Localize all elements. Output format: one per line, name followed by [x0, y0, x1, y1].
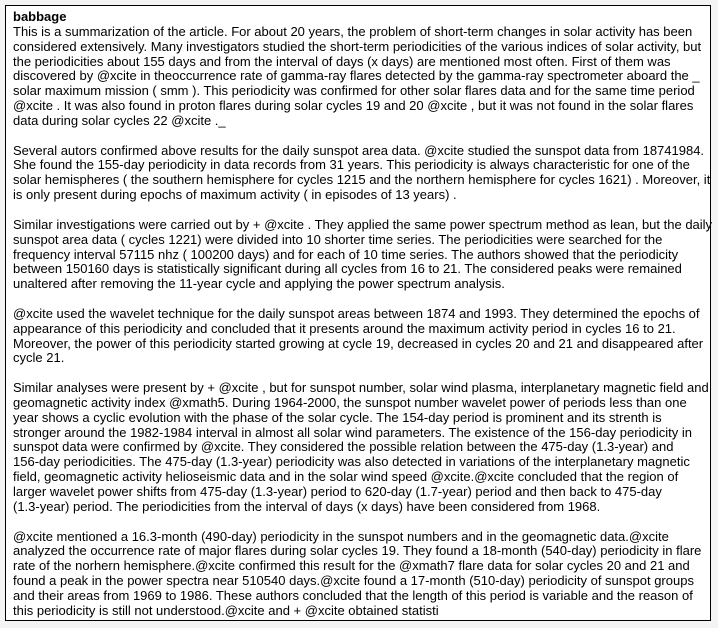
document-title: babbage	[13, 9, 67, 24]
text-line: 156-day periodicities. The 475-day (1.3-year) periodicity was also detected in variations of the interplanetary magnetic	[13, 454, 690, 470]
text-line: solar maximum mission ( smm ). This periodicity was confirmed for other solar flares data and for the same time period	[13, 83, 695, 99]
text-line: between 150160 days is statistically significant during all cycles from 16 to 21. The considered peaks were remained	[13, 261, 682, 277]
text-line: geomagnetic activity index @xmath5. During 1964-2000, the sunspot number wavelet power of periods less than one	[13, 394, 687, 410]
text-line: (1.3-year) period. The periodicities from the interval of days (x days) have been considered from 1968.	[13, 498, 601, 514]
paragraph-5	[13, 381, 710, 515]
text-line: stronger around the 1982-1984 interval in almost all solar wind parameters. The existence of the 156-day periodicity in	[13, 424, 693, 440]
text-line: the periodicities about 155 days and from the interval of days (x days) are mentioned most often. First of them was	[13, 53, 671, 69]
text-line: considered extensively. Many investigators studied the short-term periodicities of the various indices of solar activity, but	[13, 38, 702, 54]
text-line: is only present during epochs of maximum activity ( in episodes of 13 years) .	[13, 187, 457, 203]
text-line: found a peak in the power spectra near 510540 days.@xcite found a 17-month (510-day) periodicity of sunspot groups	[13, 573, 694, 589]
text-line: this periodicity is still not understood.@xcite and + @xcite obtained statisti	[13, 602, 439, 618]
text-line: This is a summarization of the article. For about 20 years, the problem of short-term changes in solar activity has been	[13, 23, 693, 39]
text-line: appearance of this periodicity and concluded that it presents around the maximum activity period in cycles 16 to 21.	[13, 320, 676, 336]
text-line: discovered by @xcite in theoccurrence rate of gamma-ray flares detected by the gamma-ray spectrometer aboard the _	[13, 68, 700, 84]
text-line: She found the 155-day periodicity in data records from 31 years. This periodicity is always characteristic for one of the	[13, 157, 690, 173]
paragraph-2	[13, 144, 710, 203]
text-line: @xcite . It was also found in proton flares during solar cycles 19 and 20 @xcite , but it was not found in the solar flares	[13, 98, 694, 114]
text-line: frequency interval 57115 nhz ( 100200 days) and for each of 10 time series. The authors showed that the periodicity	[13, 246, 679, 262]
document-box	[5, 5, 711, 621]
text-line: Similar analyses were present by + @xcite , but for sunspot number, solar wind plasma, interplanetary magnetic field and	[13, 380, 709, 396]
text-line: sunspot data were confirmed by @xcite. They considered the possible relation between the 475-day (1.3-year) and	[13, 439, 674, 455]
text-line: Moreover, the power of this periodicity started growing at cycle 19, decreased in cycles 20 and 21 and disappeared after	[13, 335, 704, 351]
text-line: and their areas from 1969 to 1986. These authors concluded that the length of this period is variable and the reason of	[13, 587, 693, 603]
text-line: larger wavelet power shifts from 475-day (1.3-year) period to 620-day (1.7-year) period and then back to 475-day	[13, 484, 662, 499]
paragraph-6	[13, 530, 710, 619]
text-line: data during solar cycles 22 @xcite ._	[13, 112, 226, 128]
text-line: solar hemispheres ( the southern hemisphere for cycles 1215 and the northern hemisphere for cycles 1621) . Moreover, it	[13, 172, 711, 188]
text-line: cycle 21.	[13, 350, 65, 366]
text-line: year shows a cyclic evolution with the phase of the solar cycle. The 154-day period is prominent and its strenth is	[13, 409, 662, 425]
text-line: @xcite mentioned a 16.3-month (490-day) periodicity in the sunspot numbers and in the geomagnetic data.@xcite	[13, 528, 669, 544]
text-line: rate of the norhern hemisphere.@xcite confirmed this result for the @xmath7 flare data for solar cycles 20 and 21 and	[13, 558, 690, 574]
paragraph-4	[13, 307, 710, 366]
paragraph-3	[13, 216, 713, 292]
text-line: field, geomagnetic activity helioseismic data and in the solar wind speed @xcite.@xcite concluded that the region of	[13, 469, 679, 485]
text-line: sunspot area data ( cycles 1221) were divided into 10 shorter time series. The periodicities were searched for the	[13, 231, 663, 247]
text-line: analyzed the occurrence rate of major flares during solar cycles 19. They found a 18-month (540-day) periodicity in flare	[13, 543, 702, 559]
text-line: Similar investigations were carried out by + @xcite . They applied the same power spectrum method as lean, but the daily	[13, 216, 713, 232]
text-line: Several autors confirmed above results for the daily sunspot area data. @xcite studied the sunspot data from 18741984.	[13, 142, 705, 158]
text-line: @xcite used the wavelet technique for the daily sunspot areas between 1874 and 1993. They determined the epochs of	[13, 305, 700, 321]
text-line: unaltered after removing the 11-year cycle and applying the power spectrum analysis.	[13, 276, 505, 292]
paragraph-1	[13, 25, 710, 129]
